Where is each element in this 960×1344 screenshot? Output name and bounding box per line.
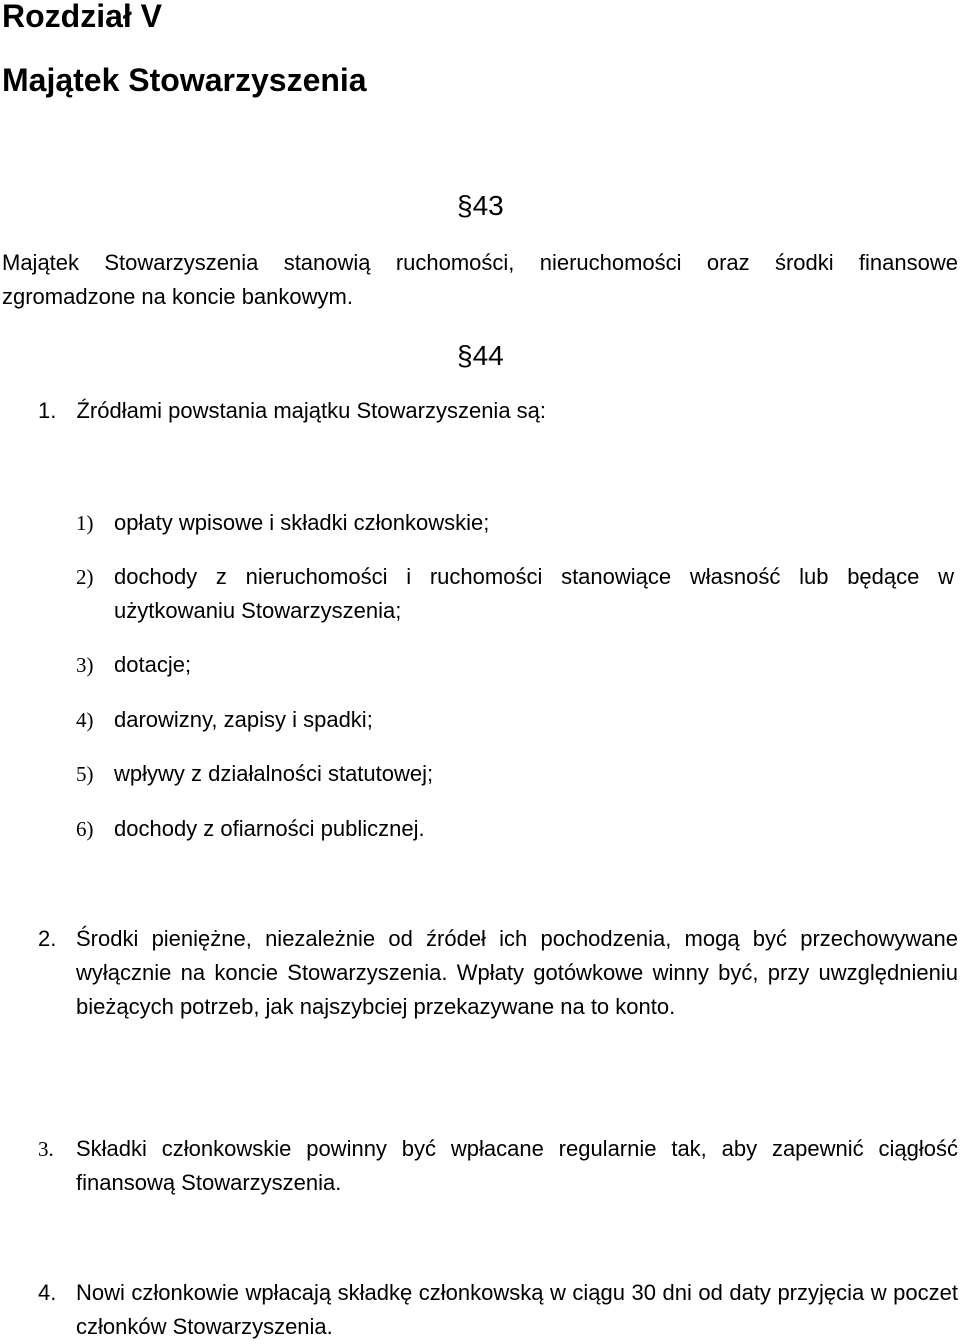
point-1-number: 1.	[38, 398, 57, 423]
chapter-subtitle: Majątek Stowarzyszenia	[2, 62, 367, 98]
source-text: dochody z nieruchomości i ruchomości stanowiące własność lub będące w użytkowaniu Stowarzyszenia;	[114, 564, 954, 623]
source-text: darowizny, zapisy i spadki;	[114, 707, 373, 732]
chapter-title: Rozdział V	[2, 0, 163, 34]
source-text: dotacje;	[114, 652, 192, 677]
source-number: 2)	[76, 565, 94, 589]
source-number: 5)	[76, 762, 94, 786]
section-43-text: Majątek Stowarzyszenia stanowią ruchomości, nieruchomości oraz środki finansowe zgromadzone na koncie bankowym.	[2, 250, 958, 309]
source-text: dochody z ofiarności publicznej.	[114, 816, 425, 841]
section-44-mark: §44	[457, 340, 504, 371]
point-4-number: 4.	[38, 1280, 57, 1305]
point-2-number: 2.	[38, 926, 57, 951]
source-number: 3)	[76, 653, 94, 677]
source-text: wpływy z działalności statutowej;	[114, 761, 434, 786]
source-number: 1)	[76, 511, 94, 535]
source-text: opłaty wpisowe i składki członkowskie;	[114, 510, 490, 535]
source-number: 4)	[76, 708, 94, 732]
section-43-mark: §43	[457, 190, 504, 221]
point-4-text: Nowi członkowie wpłacają składkę członkowską w ciągu 30 dni od daty przyjęcia w poczet członków Stowarzyszenia.	[76, 1280, 958, 1339]
point-3-text: Składki członkowskie powinny być wpłacane regularnie tak, aby zapewnić ciągłość finansową Stowarzyszenia.	[76, 1136, 958, 1195]
point-3-number: 3.	[38, 1137, 54, 1161]
point-1-text: Źródłami powstania majątku Stowarzyszenia są:	[76, 398, 547, 423]
point-2-text: Środki pieniężne, niezależnie od źródeł ich pochodzenia, mogą być przechowywane wyłącznie na koncie Stowarzyszenia. Wpłaty gotówkowe winny być, przy uwzględnieniu bieżących potrzeb, jak najszybciej przekazywane na to konto.	[76, 926, 958, 1019]
point-1	[38, 394, 546, 428]
source-number: 6)	[76, 817, 94, 841]
